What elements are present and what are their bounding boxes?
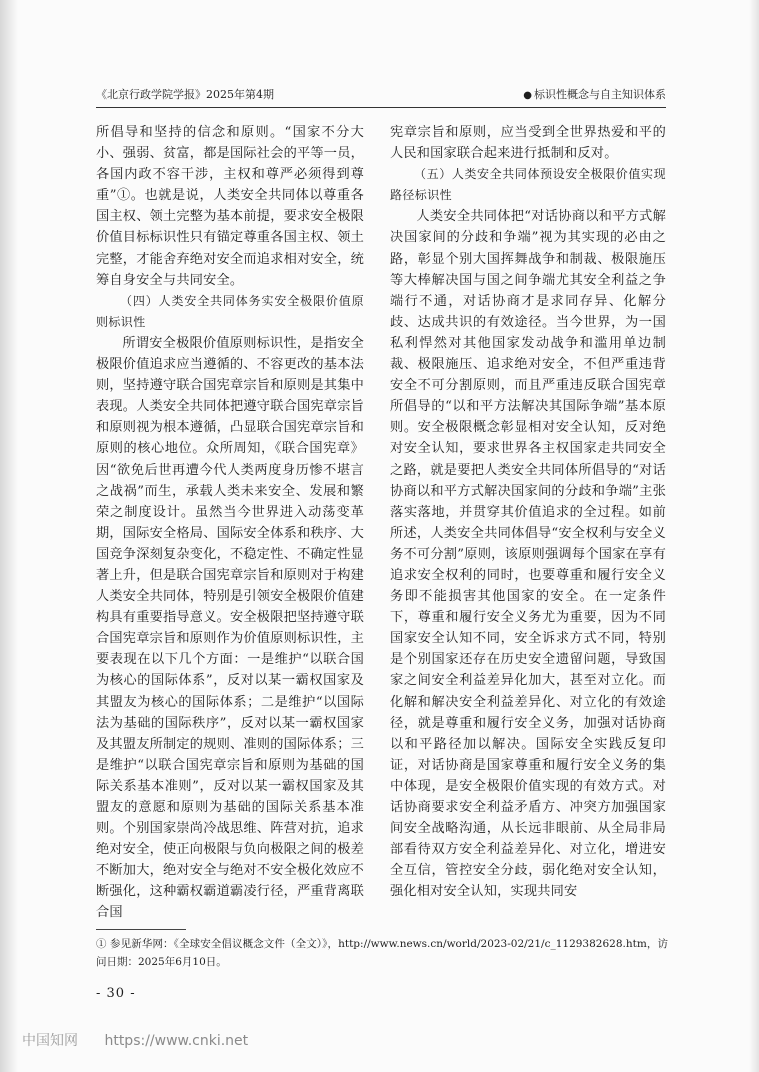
page-edge-shadow-left <box>0 0 18 1072</box>
header-rule <box>96 107 666 108</box>
journal-title: 《北京行政学院学报》2025年第4期 <box>96 88 274 101</box>
section-title-text: 标识性概念与自主知识体系 <box>534 88 666 101</box>
paragraph: 宪章宗旨和原则，应当受到全世界热爱和平的人民和国家联合起来进行抵制和反对。 <box>390 125 666 162</box>
paragraph: 人类安全共同体把“对话协商以和平方式解决国家间的分歧和争端”视为其实现的必由之路，彰显个别大国挥舞战争和制裁、极限施压等大棒解决国与国之间争端尤其安全利益之争端行不通，对话协商才是求同存异、化解分歧、达成共识的有效途径。当今世界，为一国私利悍然对其他国家发动战争和滥用单边制裁、极限施压、追求绝对安全，不但严重违背安全不可分割原则，而且严重违反联合国宪章所倡导的“以和平方法解决其国际争端”基本原则。安全极限概念彰显相对安全认知，反对绝对安全认知，要求世界各主权国家走共同安全之路，就是要把人类安全共同体所倡导的“对话协商以和平方式解决国家间的分歧和争端”主张落实落地，并贯穿其价值追求的全过程。如前所述，人类安全共同体倡导“安全权利与安全义务不可分割”原则，该原则强调每个国家在享有追求安全权利的同时，也要尊重和履行安全义务即不能损害其他国家的安全。在一定条件下，尊重和履行安全义务尤为重要，因为不同国家安全认知不同，安全诉求方式不同，特别是个别国家还存在历史安全遗留问题，导致国家之间安全利益差异化加大，甚至对立化。而化解和解决安全利益差异化、对立化的有效途径，就是尊重和履行安全义务，加强对话协商以和平路径加以解决。国际安全实践反复印证，对话协商是国家尊重和履行安全义务的集中体现，是安全极限价值实现的有效方式。对话协商要求安全利益矛盾方、冲突方加强国家间安全战略沟通，从长远非眼前、从全局非局部看待双方安全利益差异化、对立化，增进安全互信，管控安全分歧，弱化绝对安全认知，强化相对安全认知，实现共同安 <box>390 209 666 900</box>
bullet-icon: ● <box>523 90 532 101</box>
section-heading: （五）人类安全共同体预设安全极限价值实现路径标识性 <box>390 167 666 203</box>
page-edge-shadow-right <box>749 0 759 1072</box>
running-header <box>96 86 666 104</box>
left-column <box>96 122 364 924</box>
paragraph: 所倡导和坚持的信念和原则。“国家不分大小、强弱、贫富，都是国际社会的平等一员，各国内政不容干涉，主权和尊严必须得到尊重”①。也就是说，人类安全共同体以尊重各国主权、领土完整为基本前提，要求安全极限价值目标标识性只有锚定尊重各国主权、领土完整，才能舍弃绝对安全而追求相对安全，统筹自身安全与共同安全。 <box>96 125 364 288</box>
paragraph: 所谓安全极限价值原则标识性，是指安全极限价值追求应当遵循的、不容更改的基本法则，坚持遵守联合国宪章宗旨和原则是其集中表现。人类安全共同体把遵守联合国宪章宗旨和原则视为根本遵循，凸显联合国宪章宗旨和原则的核心地位。众所周知，《联合国宪章》因“欲免后世再遭今代人类两度身历惨不堪言之战祸”而生，承载人类未来安全、发展和繁荣之制度设计。虽然当今世界进入动荡变革期，国际安全格局、国际安全体系和秩序、大国竞争深刻复杂变化，不稳定性、不确定性显著上升，但是联合国宪章宗旨和原则对于构建人类安全共同体，特别是引领安全极限价值建构具有重要指导意义。安全极限把坚持遵守联合国宪章宗旨和原则作为价值原则标识性，主要表现在以下几个方面：一是维护“以联合国为核心的国际体系”，反对以某一霸权国家及其盟友为核心的国际体系；二是维护“以国际法为基础的国际秩序”，反对以某一霸权国家及其盟友所制定的规则、准则的国际体系；三是维护“以联合国宪章宗旨和原则为基础的国际关系基本准则”，反对以某一霸权国家及其盟友的意愿和原则为基础的国际关系基本准则。个别国家崇尚冷战思维、阵营对抗，追求绝对安全，使正向极限与负向极限之间的极差不断加大，绝对安全与绝对不安全极化效应不断强化，这种霸权霸道霸凌行径，严重背离联合国 <box>96 335 364 921</box>
watermark <box>22 1030 248 1050</box>
section-title <box>523 86 666 105</box>
right-column <box>390 122 666 902</box>
footnote: ① 参见新华网：《全球安全倡议概念文件（全文）》，http://www.news.cn/world/2023-02/21/c_1129382628.htm，访问日期：2025年6月10日。 <box>96 938 668 968</box>
cnki-logo-text: 中国知网 <box>22 1033 78 1049</box>
section-heading: （四）人类安全共同体务实安全极限价值原则标识性 <box>96 293 364 329</box>
footnote-rule <box>96 929 186 930</box>
watermark-url: https://www.cnki.net <box>104 1033 249 1049</box>
page-number: - 30 - <box>96 986 136 1001</box>
